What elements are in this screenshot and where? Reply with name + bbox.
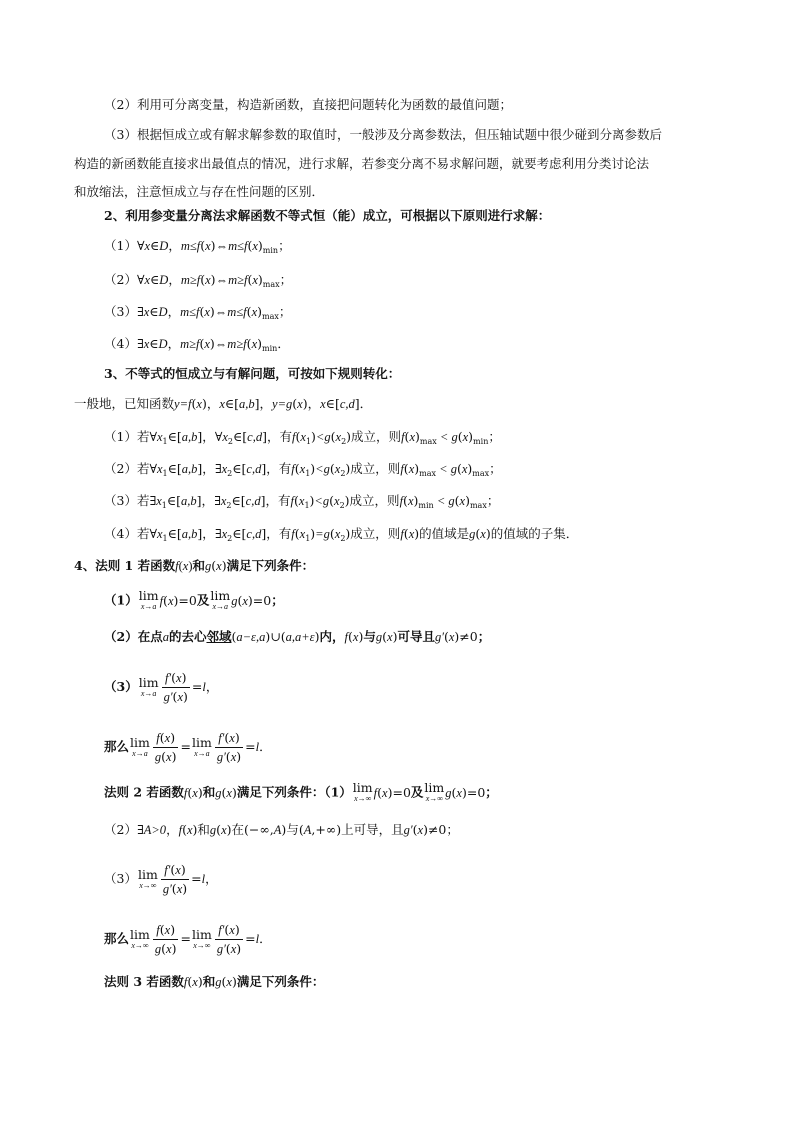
rule-4: （4）∃x∈D，$m\ge f(x)\Leftrightarrow m\ge f(x)_{min}$． bbox=[104, 336, 290, 353]
case-2: （2）若$\forall x_1\in[a,b]$，$\exists x_2\in[c,d]$，有$f(x_1)<g(x_2)$成立，则$f(x)_{max} < g(x)_{max}$； bbox=[104, 461, 502, 478]
paragraph-method-3-line3: 和放缩法，注意恒成立与存在性问题的区别． bbox=[74, 184, 325, 199]
rule2-cond-3: （3） lim x→∞ $\frac{f'(x)}{g'(x)}$ =l， bbox=[104, 862, 218, 896]
paragraph-method-2: （2）利用可分离变量，构造新函数，直接把问题转化为函数的最值问题； bbox=[104, 97, 512, 112]
heading-rule-2: 法则 2 若函数f(x)和g(x)满足下列条件：（1） lim x→∞ f(x)=0及 lim x→∞ g(x)=0； bbox=[104, 780, 498, 803]
case-1: （1）若$\forall x_1\in[a,b]$，$\forall x_2\in[c,d]$，有$f(x_1)<g(x_2)$成立，则$f(x)_{max} < g(x)_{min}$； bbox=[104, 429, 501, 446]
rule1-conclusion: 那么 lim x→a $\frac{f(x)}{g(x)}$ = lim x→a $\frac{f'(x)}{g'(x)}$ =l． bbox=[104, 730, 272, 764]
heading-section-3: 3、不等式的恒成立与有解问题，可按如下规则转化： bbox=[104, 366, 401, 381]
rule-1: （1）∀x∈D，$m\le f(x)\Leftrightarrow m\le f(x)_{min}$； bbox=[104, 238, 291, 255]
rule2-cond-2: （2）∃A>0，f(x)和g(x)在(−∞,A)与(A,+∞)上可导，且g′(x)≠0； bbox=[104, 822, 459, 837]
general-statement: 一般地，已知函数y=f(x)，x∈[a,b]，y=g(x)，x∈[c,d]． bbox=[74, 396, 373, 411]
rule1-cond-2: （2）在点a的去心邻域(a−ε,a)∪(a,a+ε)内，f(x)与g(x)可导且g′(x)≠0； bbox=[104, 629, 491, 644]
paragraph-method-3-line1: （3）根据恒成立或有解求解参数的取值时，一般涉及分离参数法，但压轴试题中很少碰到分离参数后 bbox=[104, 127, 662, 142]
rule-3: （3）∃x∈D，$m\le f(x)\Leftrightarrow m\le f(x)_{max}$； bbox=[104, 304, 292, 321]
case-3: （3）若$\exists x_1\in[a,b]$，$\exists x_2\in[c,d]$，有$f(x_1)<g(x_2)$成立，则$f(x)_{min} < g(x)_{max}$； bbox=[104, 493, 500, 510]
heading-section-2: 2、利用参变量分离法求解函数不等式恒（能）成立，可根据以下原则进行求解： bbox=[104, 208, 551, 223]
rule1-cond-1: （1） lim x→a f(x)=0及 lim x→a g(x)=0； bbox=[104, 588, 284, 611]
rule1-cond-3: （3） lim x→a $\frac{f'(x)}{g'(x)}$ =l， bbox=[104, 670, 219, 704]
heading-rule-3: 法则 3 若函数f(x)和g(x)满足下列条件： bbox=[104, 974, 325, 989]
rule2-conclusion: 那么 lim x→∞ $\frac{f(x)}{g(x)}$ = lim x→∞ $\frac{f'(x)}{g'(x)}$ =l． bbox=[104, 922, 272, 956]
paragraph-method-3-line2: 构造的新函数能直接求出最值点的情况，进行求解，若参变分离不易求解问题，就要考虑利用分类讨论法 bbox=[74, 156, 650, 171]
case-4: （4）若$\forall x_1\in[a,b]$，$\exists x_2\in[c,d]$，有$f(x_1)=g(x_2)$成立，则f(x)的值域是g(x)的值域的子集． bbox=[104, 526, 579, 543]
rule-2: （2）∀x∈D，$m\ge f(x)\Leftrightarrow m\ge f(x)_{max}$； bbox=[104, 272, 293, 289]
heading-rule-1: 4、法则 1 若函数f(x)和g(x)满足下列条件： bbox=[74, 558, 315, 573]
